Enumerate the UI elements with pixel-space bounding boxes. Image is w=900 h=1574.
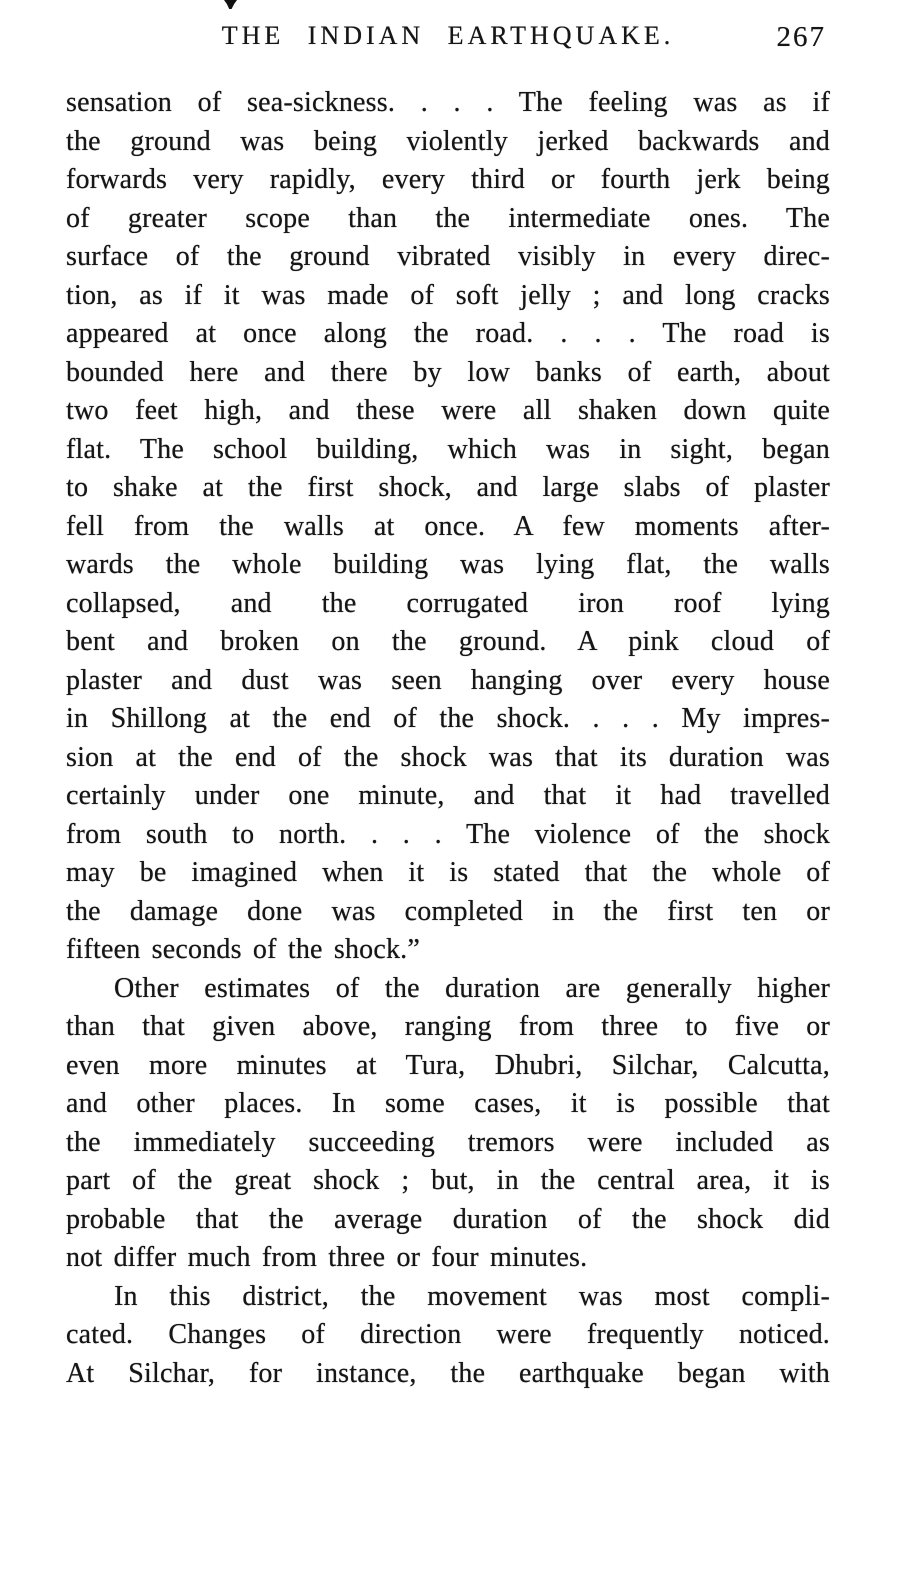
text-line: surface of the ground vibrated visibly in every direc- [66,241,830,272]
text-line: in Shillong at the end of the shock. . . . My impres- [66,703,830,734]
scan-artifact-mark [224,0,237,9]
text-line: two feet high, and these were all shaken down quite [66,395,830,426]
text-line: fifteen seconds of the shock.” [66,934,420,965]
text-line: probable that the average duration of the shock did [66,1203,830,1235]
text-line: the immediately succeeding tremors were included as [66,1126,830,1158]
text-line: may be imagined when it is stated that the whole of [66,857,830,888]
text-line: tion, as if it was made of soft jelly ; and long cracks [66,279,830,311]
text-line: Other estimates of the duration are generally higher [114,972,830,1004]
page-title: THE INDIAN EARTHQUAKE. [221,21,675,50]
text-line: bounded here and there by low banks of earth, about [66,356,830,388]
text-line: than that given above, ranging from three to five or [66,1011,830,1042]
text-line: wards the whole building was lying flat, the walls [66,549,830,580]
running-head [66,20,830,56]
text-line: bent and broken on the ground. A pink cloud of [66,626,830,657]
text-line: forwards very rapidly, every third or fourth jerk being [66,164,830,195]
text-line: cated. Changes of direction were frequently noticed. [66,1319,830,1350]
text-line: the damage done was completed in the first ten or [66,895,830,927]
text-line: fell from the walls at once. A few moments after- [66,510,830,542]
text-line: the ground was being violently jerked backwards and [66,125,830,157]
text-line: not differ much from three or four minutes. [66,1242,588,1273]
text-line: to shake at the first shock, and large slabs of plaster [66,472,830,503]
text-line: collapsed, and the corrugated iron roof lying [66,587,830,619]
text-line: even more minutes at Tura, Dhubri, Silchar, Calcutta, [66,1049,830,1081]
text-line: part of the great shock ; but, in the central area, it is [66,1165,830,1196]
text-line: of greater scope than the intermediate ones. The [66,202,830,234]
text-line: In this district, the movement was most compli- [114,1280,830,1312]
text-line: At Silchar, for instance, the earthquake began with [66,1357,830,1389]
text-line: plaster and dust was seen hanging over every house [66,664,830,696]
text-line: appeared at once along the road. . . . The road is [66,318,830,349]
page-number: 267 [776,21,826,53]
text-line: certainly under one minute, and that it had travelled [66,780,830,811]
text-line: from south to north. . . . The violence of the shock [66,818,830,850]
body-text [66,84,830,1393]
text-line: and other places. In some cases, it is possible that [66,1088,830,1119]
text-line: flat. The school building, which was in sight, began [66,433,830,465]
text-line: sensation of sea-sickness. . . . The feeling was as if [66,87,830,118]
text-line: sion at the end of the shock was that its duration was [66,741,830,773]
